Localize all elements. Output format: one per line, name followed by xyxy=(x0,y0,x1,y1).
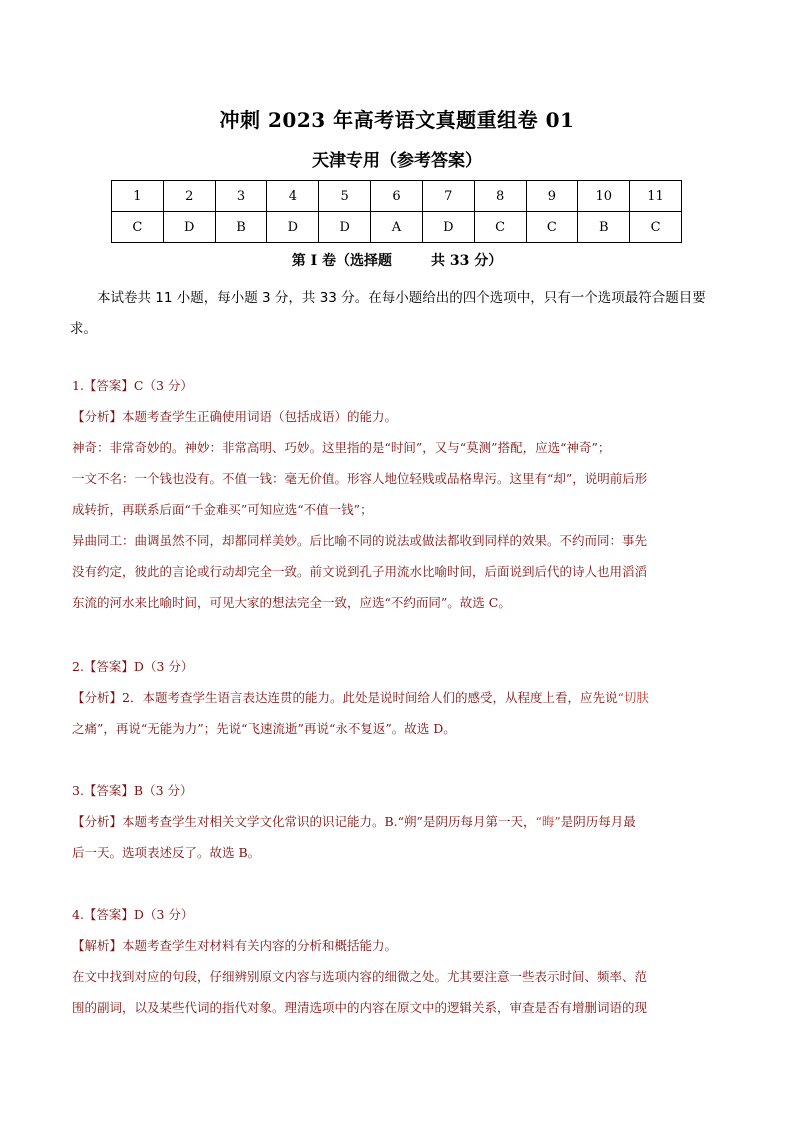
question-number: 11 xyxy=(630,181,682,212)
text-line: 后一天。选项表述反了。故选 B。 xyxy=(72,845,261,860)
analysis-text: 是阴历每月最 xyxy=(560,814,636,829)
answer-line: 4.【答案】D（3 分） xyxy=(72,907,194,922)
answer-cell: C xyxy=(526,212,578,243)
text-line: 在文中找到对应的句段，仔细辨别原文内容与选项内容的细微之处。尤其要注意一些表示时间、频率、范 xyxy=(72,969,648,984)
question-number: 9 xyxy=(526,181,578,212)
page-subtitle: 天津专用（参考答案） xyxy=(312,151,482,171)
analysis-line: 【分析】本题考查学生正确使用词语（包括成语）的能力。 xyxy=(72,409,398,424)
answer-cell: C xyxy=(630,212,682,243)
answer-table-answer-row xyxy=(112,212,682,243)
answer-cell: D xyxy=(163,212,215,243)
answer-cell: B xyxy=(215,212,267,243)
question-3-block xyxy=(72,775,724,868)
answer-line: 1.【答案】C（3 分） xyxy=(72,378,193,393)
highlighted-text: “切肤 xyxy=(617,690,649,705)
text-line: 异曲同工：曲调虽然不同，却都同样美妙。后比喻不同的说法或做法都收到同样的效果。不约而同：事先 xyxy=(72,533,648,548)
answer-table xyxy=(111,180,682,243)
text-line: 东流的河水来比喻时间，可见大家的想法完全一致，应选“不约而同”。故选 C。 xyxy=(72,595,511,610)
text-line: 一文不名：一个钱也没有。不值一钱：毫无价值。形容人地位轻贱或品格卑污。这里有“却”，说明前后形 xyxy=(72,471,648,486)
question-2-block xyxy=(72,651,724,744)
section-heading: 第 I 卷（选择题 共 33 分） xyxy=(291,253,503,269)
question-number: 5 xyxy=(319,181,371,212)
answer-cell: B xyxy=(578,212,630,243)
answer-cell: D xyxy=(267,212,319,243)
question-number: 4 xyxy=(267,181,319,212)
answer-cell: D xyxy=(319,212,371,243)
text-line: 围的副词，以及某些代词的指代对象。理清选项中的内容在原文中的逻辑关系，审查是否有增删词语的现 xyxy=(72,1000,648,1015)
answer-line: 3.【答案】B（3 分） xyxy=(72,783,193,798)
question-number: 10 xyxy=(578,181,630,212)
text-line: 成转折，再联系后面“千金难买”可知应选“不值一钱”； xyxy=(72,502,373,517)
answer-cell: C xyxy=(112,212,164,243)
analysis-text: 【分析】2．本题考查学生语言表达连贯的能力。此处是说时间给人们的感受，从程度上看，应先说 xyxy=(72,690,618,705)
analysis-text: 【分析】本题考查学生对相关文学文化常识的识记能力。B.“朔”是阴历每月第一天， xyxy=(72,814,536,829)
section-intro: 本试卷共 11 小题，每小题 3 分，共 33 分。在每小题给出的四个选项中，只有一个选项最符合题目要求。 xyxy=(70,290,706,337)
answer-line: 2.【答案】D（3 分） xyxy=(72,659,194,674)
answer-table-number-row xyxy=(112,181,682,212)
text-line: 没有约定，彼此的言论或行动却完全一致。前文说到孔子用流水比喻时间，后面说到后代的诗人也用滔滔 xyxy=(72,564,648,579)
question-4-block xyxy=(72,899,724,1023)
page-title: 冲刺 2023 年高考语文真题重组卷 01 xyxy=(219,108,575,132)
analysis-line: 【解析】本题考查学生对材料有关内容的分析和概括能力。 xyxy=(72,938,398,953)
answer-cell: C xyxy=(474,212,526,243)
answer-cell: A xyxy=(371,212,423,243)
highlighted-text: “晦” xyxy=(535,814,561,829)
question-number: 6 xyxy=(371,181,423,212)
question-number: 8 xyxy=(474,181,526,212)
question-1-block xyxy=(72,370,724,618)
analysis-line xyxy=(72,682,724,713)
text-line: 神奇：非常奇妙的。神妙：非常高明、巧妙。这里指的是“时间”，又与“莫测”搭配，应选“神奇”； xyxy=(72,440,611,455)
question-number: 7 xyxy=(422,181,474,212)
question-number: 1 xyxy=(112,181,164,212)
question-number: 2 xyxy=(163,181,215,212)
text-line: 之痛”，再说“无能为力”；先说“飞速流逝”再说“永不复返”。故选 D。 xyxy=(72,721,456,736)
question-number: 3 xyxy=(215,181,267,212)
analysis-line xyxy=(72,806,724,837)
answer-cell: D xyxy=(422,212,474,243)
